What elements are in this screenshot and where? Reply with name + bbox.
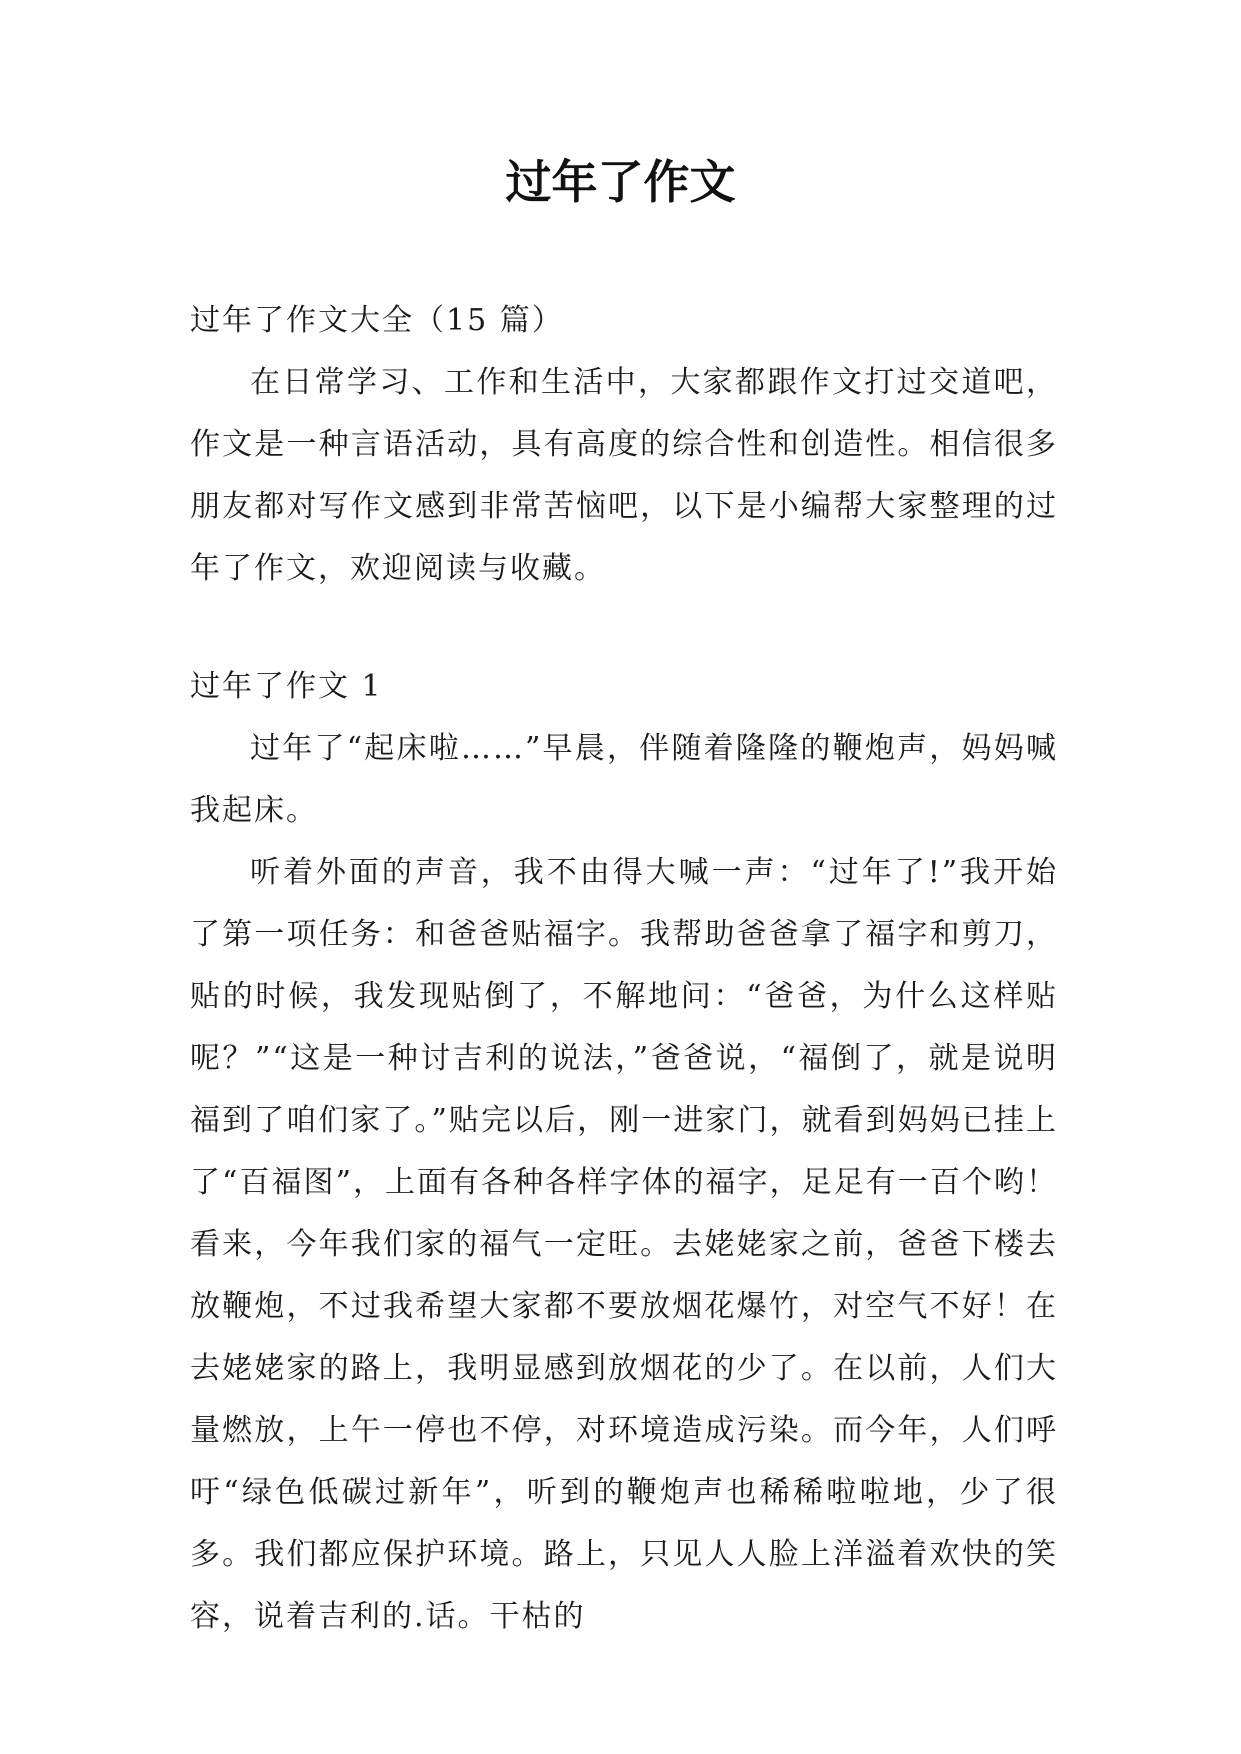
section1-heading: 过年了作文 1 bbox=[190, 669, 383, 704]
intro-heading: 过年了作文大全（15 篇） bbox=[190, 303, 564, 338]
section1-paragraph-1: 过年了“起床啦……”早晨，伴随着隆隆的鞭炮声，妈妈喊我起床。 bbox=[190, 731, 1058, 828]
section-spacer bbox=[190, 600, 1058, 656]
section1-paragraph-2: 听着外面的声音，我不由得大喊一声：“过年了!”我开始了第一项任务：和爸爸贴福字。我帮助爸爸拿了福字和剪刀，贴的时候，我发现贴倒了，不解地问：“爸爸，为什么这样贴呢？”“这是一种讨吉利的说法，”爸爸说，“福倒了，就是说明福到了咱们家了。”贴完以后，刚一进家门，就看到妈妈已挂上了“百福图”，上面有各种各样字体的福字，足足有一百个哟！看来，今年我们家的福气一定旺。去姥姥家之前，爸爸下楼去放鞭炮，不过我希望大家都不要放烟花爆竹，对空气不好！在去姥姥家的路上，我明显感到放烟花的少了。在以前，人们大量燃放，上午一停也不停，对环境造成污染。而今年，人们呼吁“绿色低碳过新年”，听到的鞭炮声也稀稀啦啦地，少了很多。我们都应保护环境。路上，只见人人脸上洋溢着欢快的笑容，说着吉利的.话。干枯的 bbox=[190, 855, 1058, 1634]
document-body bbox=[190, 290, 1058, 1648]
intro-paragraph: 在日常学习、工作和生活中，大家都跟作文打过交道吧，作文是一种言语活动，具有高度的综合性和创造性。相信很多朋友都对写作文感到非常苦恼吧，以下是小编帮大家整理的过年了作文，欢迎阅读与收藏。 bbox=[190, 365, 1058, 586]
document-title: 过年了作文 bbox=[505, 155, 736, 209]
